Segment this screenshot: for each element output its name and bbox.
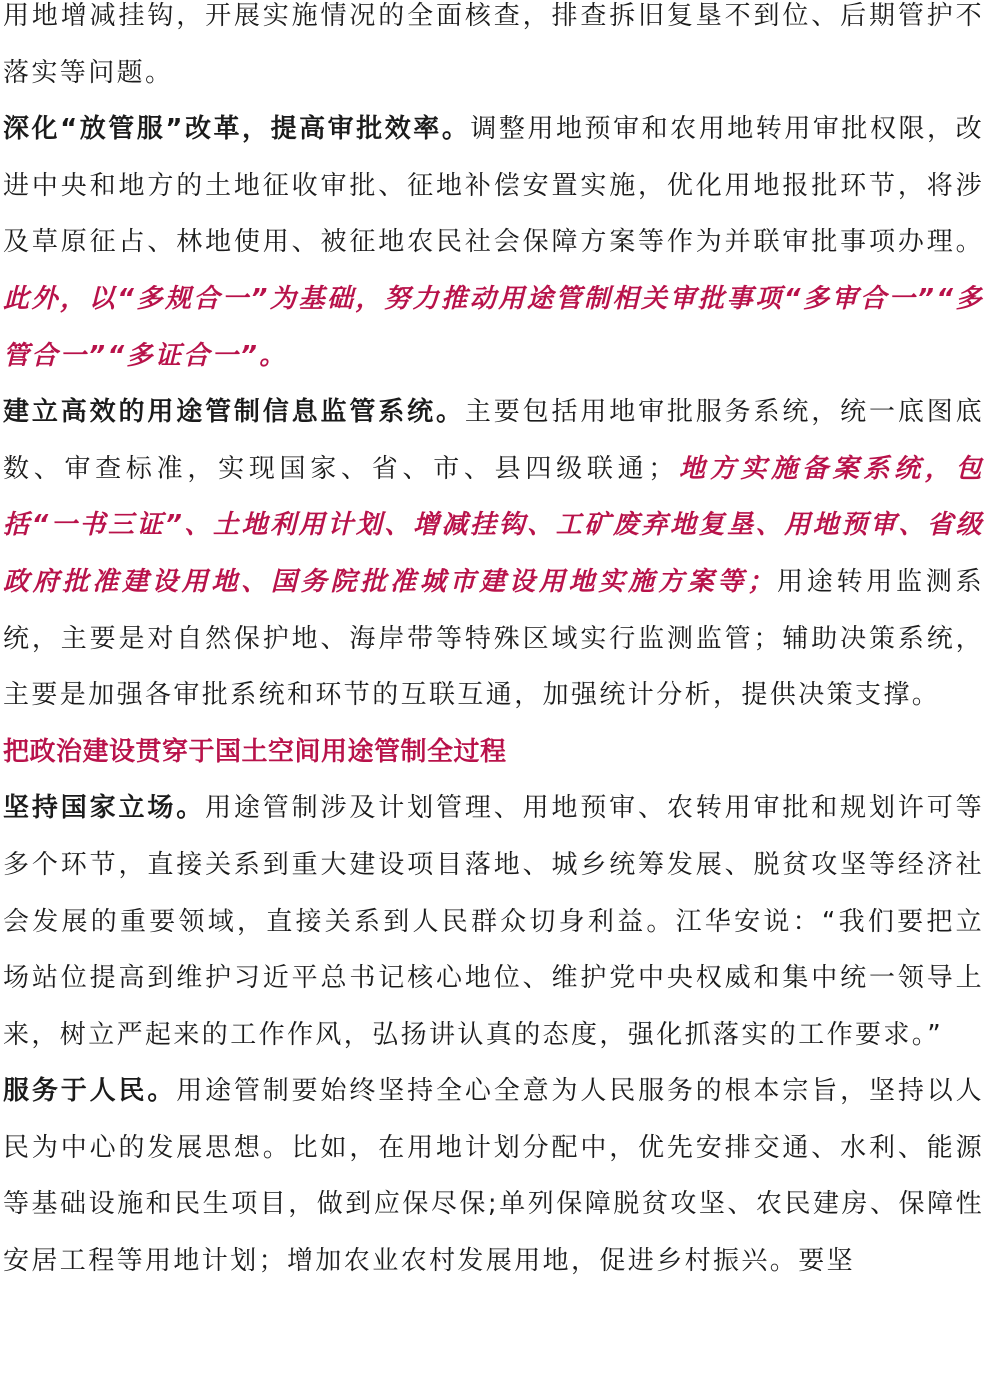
- paragraph-text: 主要包括用地审批服务系统，统一底图底数、审查标准，实现国家、省、市、县四级联通；: [3, 397, 985, 484]
- paragraph-highlight: 此外，以“多规合一”为基础，努力推动用途管制相关审批事项“多审合一”“多管合一”“多证合一”。: [3, 283, 984, 371]
- paragraph-lead: 服务于人民。: [3, 1076, 177, 1107]
- paragraph-lead: 坚持国家立场。: [3, 793, 206, 824]
- paragraph-lead: 深化“放管服”改革，提高审批效率。: [3, 114, 471, 145]
- paragraph-text: 用途管制要始终坚持全心全意为人民服务的根本宗旨，坚持以人民为中心的发展思想。比如，在用地计划分配中，优先安排交通、水利、能源等基础设施和民生项目，做到应保尽保;单列保障脱贫攻坚、农民建房、保障性安居工程等用地计划；增加农业农村发展用地，促进乡村振兴。要坚: [3, 1076, 984, 1277]
- paragraph-serve-people: [3, 1063, 984, 1289]
- paragraph-text: 用地增减挂钩，开展实施情况的全面核查，排查拆旧复垦不到位、后期管护不落实等问题。: [3, 1, 984, 88]
- paragraph-text: 用途管制涉及计划管理、用地预审、农转用审批和规划许可等多个环节，直接关系到重大建设项目落地、城乡统筹发展、脱贫攻坚等经济社会发展的重要领域，直接关系到人民群众切身利益。江华安说：“我们要把立场站位提高到维护习近平总书记核心地位、维护党中央权威和集中统一领导上来，树立严起来的工作作风，弘扬讲认真的态度，强化抓落实的工作要求。”: [3, 793, 984, 1050]
- paragraph-info-system: [3, 384, 984, 724]
- paragraph-land-linkage: [3, 0, 984, 101]
- paragraph-national-stance: [3, 780, 984, 1063]
- paragraph-lead: 建立高效的用途管制信息监管系统。: [3, 397, 465, 428]
- paragraph-approval-reform: [3, 101, 984, 384]
- paragraph-text-tail: 用途转用监测系统，主要是对自然保护地、海岸带等特殊区域实行监测监管；辅助决策系统，主要是加强各审批系统和环节的互联互通，加强统计分析，提供决策支撑。: [3, 566, 984, 711]
- paragraph-text: 调整用地预审和农用地转用审批权限，改进中央和地方的土地征收审批、征地补偿安置实施，优化用地报批环节，将涉及草原征占、林地使用、被征地农民社会保障方案等作为并联审批事项办理。: [3, 114, 984, 258]
- paragraph-highlight: 地方实施备案系统，包括“一书三证”、土地利用计划、增减挂钩、工矿废弃地复垦、用地预审、省级政府批准建设用地、国务院批准城市建设用地实施方案等；: [3, 453, 984, 597]
- section-heading: [3, 724, 984, 781]
- section-heading-text: 把政治建设贯穿于国土空间用途管制全过程: [3, 736, 507, 767]
